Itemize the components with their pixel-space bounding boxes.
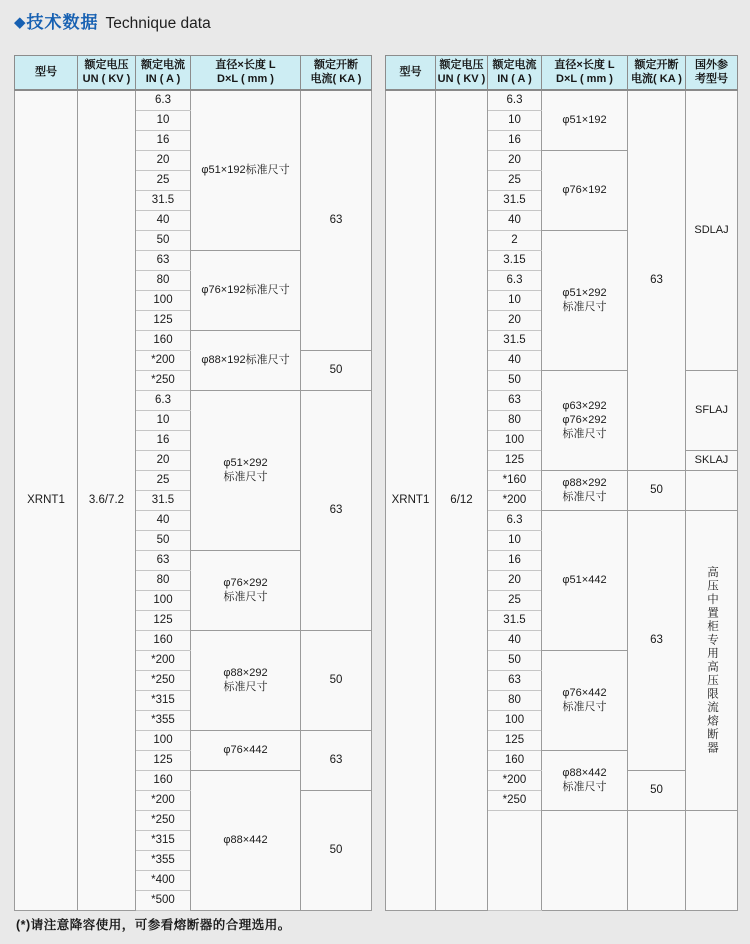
breaking-current-cell: 50 — [628, 470, 686, 510]
rated-current-cell — [488, 810, 542, 910]
header-line: 额定开断 — [314, 58, 358, 71]
dimension-line: 标准尺寸 — [223, 471, 268, 483]
dimension-line: φ76×442 — [223, 743, 268, 756]
dimension-line: φ88×292 — [223, 666, 268, 679]
rated-current-cell: 16 — [136, 430, 191, 450]
dimension-line: φ51×192 — [562, 114, 607, 127]
foreign-ref-cell: SFLAJ — [686, 370, 738, 450]
dimension-line: φ63×292 — [562, 399, 607, 412]
dimension-cell — [542, 150, 628, 230]
dimension-cell — [542, 810, 628, 910]
dimension-line: φ88×442 — [223, 833, 268, 846]
rated-current-cell: *250 — [136, 370, 191, 390]
breaking-current-cell: 50 — [628, 770, 686, 810]
breaking-current-cell: 63 — [301, 730, 372, 790]
rated-current-cell: 125 — [136, 310, 191, 330]
rated-current-cell: 31.5 — [488, 330, 542, 350]
breaking-current-cell: 63 — [301, 390, 372, 630]
header-line: 直径×长度 L — [215, 58, 276, 71]
rated-current-cell: 50 — [488, 370, 542, 390]
dimension-cell — [191, 390, 301, 550]
table-header-cell — [488, 56, 542, 91]
rated-current-cell: 6.3 — [488, 270, 542, 290]
breaking-current-cell: 50 — [301, 790, 372, 910]
dimension-cell — [542, 650, 628, 750]
dimension-cell — [191, 630, 301, 730]
breaking-current-cell: 50 — [301, 630, 372, 730]
dimension-cell — [191, 770, 301, 910]
dimension-line: φ76×192 — [562, 183, 607, 196]
dimension-line: φ51×442 — [562, 573, 607, 586]
rated-current-cell: *355 — [136, 710, 191, 730]
rated-current-cell: 25 — [488, 590, 542, 610]
dimension-cell — [542, 470, 628, 510]
dimension-line: φ88×442 — [562, 766, 607, 779]
table-header-cell — [386, 56, 436, 91]
rated-current-cell: *500 — [136, 890, 191, 910]
rated-current-cell: *160 — [488, 470, 542, 490]
rated-current-cell: 31.5 — [488, 610, 542, 630]
rated-current-cell: 63 — [488, 390, 542, 410]
rated-current-cell: *200 — [136, 350, 191, 370]
foreign-ref-cell: SDLAJ — [686, 90, 738, 370]
dimension-line: 标准尺寸 — [562, 781, 607, 793]
diamond-bullet-icon: ◆ — [14, 14, 26, 31]
table-header-cell — [686, 56, 738, 91]
rated-current-cell: *200 — [136, 790, 191, 810]
rated-current-cell: 31.5 — [488, 190, 542, 210]
page-title-zh: 技术数据 — [26, 13, 99, 32]
rated-current-cell: 31.5 — [136, 490, 191, 510]
page-title-en: Technique data — [105, 15, 211, 32]
header-line: 额定电流 — [141, 58, 185, 71]
dimension-line: 标准尺寸 — [562, 301, 607, 313]
rated-current-cell: 10 — [136, 110, 191, 130]
dimension-line: 标准尺寸 — [223, 681, 268, 693]
technique-data-table-right — [385, 55, 738, 911]
rated-current-cell: 16 — [136, 130, 191, 150]
rated-current-cell: 25 — [136, 470, 191, 490]
header-line: IN ( A ) — [145, 72, 181, 85]
dimension-line: φ88×192标准尺寸 — [201, 353, 290, 366]
technique-data-table-right — [385, 55, 737, 911]
rated-current-cell: 25 — [488, 170, 542, 190]
rated-current-cell: 63 — [136, 250, 191, 270]
rated-current-cell: 20 — [136, 150, 191, 170]
dimension-line: φ76×292 — [562, 413, 607, 426]
table-header-cell — [78, 56, 136, 91]
rated-current-cell: 125 — [488, 450, 542, 470]
rated-current-cell: 25 — [136, 170, 191, 190]
rated-current-cell: *250 — [136, 810, 191, 830]
rated-current-cell: 40 — [488, 630, 542, 650]
dimension-line: 标准尺寸 — [562, 701, 607, 713]
header-line: D×L ( mm ) — [556, 72, 613, 85]
header-line: 国外参 — [695, 58, 728, 71]
foreign-ref-cell: 高压中置柜专用高压限流熔断器 — [686, 510, 738, 810]
rated-current-cell: 40 — [488, 210, 542, 230]
dimension-cell — [191, 550, 301, 630]
header-line: UN ( KV ) — [437, 72, 486, 85]
rated-voltage-cell: 6/12 — [436, 90, 488, 910]
table-header-cell — [15, 56, 78, 91]
rated-current-cell: 16 — [488, 550, 542, 570]
rated-current-cell: 125 — [136, 750, 191, 770]
page-title — [14, 8, 211, 33]
breaking-current-cell: 63 — [301, 90, 372, 350]
rated-current-cell: 100 — [488, 430, 542, 450]
rated-current-cell: 20 — [136, 450, 191, 470]
dimension-cell — [542, 510, 628, 650]
rated-current-cell: 80 — [136, 270, 191, 290]
rated-current-cell: 100 — [136, 290, 191, 310]
header-line: 额定电压 — [439, 58, 484, 71]
rated-current-cell: 125 — [488, 730, 542, 750]
table-header-cell — [301, 56, 372, 91]
rated-voltage-cell: 3.6/7.2 — [78, 90, 136, 910]
rated-current-cell: 80 — [136, 570, 191, 590]
dimension-cell — [542, 750, 628, 810]
technique-data-table-left — [14, 55, 371, 911]
header-line: 额定开断 — [634, 58, 679, 71]
rated-current-cell: 63 — [136, 550, 191, 570]
rated-current-cell: *250 — [488, 790, 542, 810]
dimension-line: φ51×292 — [562, 286, 607, 299]
table-row — [15, 90, 372, 110]
dimension-cell — [191, 330, 301, 390]
table-header-cell — [191, 56, 301, 91]
rated-current-cell: *200 — [136, 650, 191, 670]
rated-current-cell: 20 — [488, 310, 542, 330]
rated-current-cell: 80 — [488, 690, 542, 710]
rated-current-cell: 100 — [136, 730, 191, 750]
header-line: 型号 — [399, 65, 422, 78]
rated-current-cell: *200 — [488, 490, 542, 510]
breaking-current-cell: 50 — [301, 350, 372, 390]
rated-current-cell: 20 — [488, 150, 542, 170]
rated-current-cell: 20 — [488, 570, 542, 590]
header-line: 电流( KA ) — [631, 72, 682, 85]
dimension-cell — [542, 90, 628, 150]
rated-current-cell: 100 — [136, 590, 191, 610]
dimension-cell — [191, 90, 301, 250]
dimension-cell — [542, 230, 628, 370]
rated-current-cell: 40 — [136, 510, 191, 530]
table-header-cell — [136, 56, 191, 91]
rated-current-cell: 100 — [488, 710, 542, 730]
dimension-line: φ88×292 — [562, 476, 607, 489]
table-header-cell — [436, 56, 488, 91]
foreign-ref-cell — [686, 810, 738, 910]
rated-current-cell: *315 — [136, 830, 191, 850]
rated-current-cell: *355 — [136, 850, 191, 870]
header-line: 电流( KA ) — [310, 72, 362, 85]
rated-current-cell: *200 — [488, 770, 542, 790]
rated-current-cell: 160 — [488, 750, 542, 770]
rated-current-cell: *400 — [136, 870, 191, 890]
dimension-line: 标准尺寸 — [562, 428, 607, 441]
rated-current-cell: 40 — [136, 210, 191, 230]
rated-current-cell: 63 — [488, 670, 542, 690]
header-line: IN ( A ) — [497, 72, 532, 85]
rated-current-cell: *250 — [136, 670, 191, 690]
rated-current-cell: 160 — [136, 630, 191, 650]
breaking-current-cell — [628, 810, 686, 910]
table-row — [386, 90, 738, 110]
header-line: 直径×长度 L — [554, 58, 615, 71]
header-line: D×L ( mm ) — [217, 72, 274, 85]
header-line: 考型号 — [695, 72, 728, 85]
dimension-cell — [542, 370, 628, 470]
header-line: UN ( KV ) — [82, 72, 131, 85]
rated-current-cell: *315 — [136, 690, 191, 710]
rated-current-cell: 10 — [488, 290, 542, 310]
rated-current-cell: 3.15 — [488, 250, 542, 270]
rated-current-cell: 2 — [488, 230, 542, 250]
dimension-line: φ51×292 — [223, 456, 268, 469]
rated-current-cell: 160 — [136, 770, 191, 790]
header-line: 额定电压 — [84, 58, 129, 71]
dimension-line: φ76×292 — [223, 576, 268, 589]
dimension-line: 标准尺寸 — [562, 491, 607, 503]
breaking-current-cell: 63 — [628, 510, 686, 770]
rated-current-cell: 6.3 — [136, 90, 191, 110]
dimension-line: φ76×442 — [562, 686, 607, 699]
technique-data-table-left — [14, 55, 372, 911]
rated-current-cell: 6.3 — [488, 510, 542, 530]
dimension-cell — [191, 730, 301, 770]
model-cell: XRNT1 — [15, 90, 78, 910]
model-cell: XRNT1 — [386, 90, 436, 910]
foreign-ref-cell — [686, 470, 738, 510]
header-line: 额定电流 — [492, 58, 537, 71]
rated-current-cell: 50 — [136, 230, 191, 250]
rated-current-cell: 160 — [136, 330, 191, 350]
rated-current-cell: 6.3 — [488, 90, 542, 110]
footnote: (*)请注意降容使用，可参看熔断器的合理选用。 — [16, 918, 291, 932]
rated-current-cell: 31.5 — [136, 190, 191, 210]
rated-current-cell: 16 — [488, 130, 542, 150]
header-line: 型号 — [35, 65, 57, 78]
rated-current-cell: 40 — [488, 350, 542, 370]
dimension-line: φ76×192标准尺寸 — [201, 283, 290, 296]
foreign-ref-cell: SKLAJ — [686, 450, 738, 470]
rated-current-cell: 10 — [136, 410, 191, 430]
rated-current-cell: 125 — [136, 610, 191, 630]
table-header-cell — [628, 56, 686, 91]
breaking-current-cell: 63 — [628, 90, 686, 470]
rated-current-cell: 6.3 — [136, 390, 191, 410]
rated-current-cell: 50 — [136, 530, 191, 550]
dimension-line: φ51×192标准尺寸 — [201, 164, 290, 177]
rated-current-cell: 80 — [488, 410, 542, 430]
rated-current-cell: 10 — [488, 530, 542, 550]
rated-current-cell: 10 — [488, 110, 542, 130]
dimension-cell — [191, 250, 301, 330]
table-header-cell — [542, 56, 628, 91]
dimension-line: 标准尺寸 — [223, 591, 268, 603]
rated-current-cell: 50 — [488, 650, 542, 670]
